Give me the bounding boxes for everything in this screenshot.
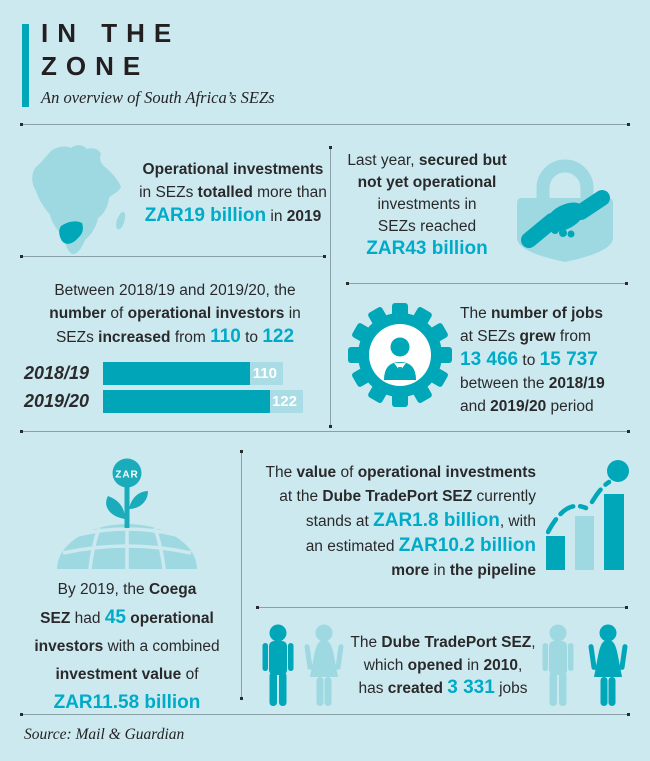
bar-year-label: 2018/19: [24, 363, 90, 383]
bar-fill: [103, 390, 270, 413]
dube-jobs-text: The Dube TradePort SEZ, which opened in 2010, has created 3 331 jobs: [350, 634, 536, 698]
padlock-handshake-icon: [505, 148, 625, 266]
investors-growth-text: Between 2018/19 and 2019/20, the number of operational investors in SEZs increased from 110 to 122: [49, 282, 301, 347]
bar-value: 110: [252, 365, 277, 382]
africa-map-icon: [20, 141, 132, 259]
divider: [22, 124, 628, 125]
coega-text: By 2019, the Coega SEZ had 45 operational investors with a combined investment value of ZAR11.58 billion: [34, 581, 220, 713]
jobs-growth-text: The number of jobs at SEZs grew from 13 466 to 15 737 between the 2018/19 and 2019/20 period: [460, 305, 605, 415]
dube-value-text: The value of operational investments at the Dube TradePort SEZ currently stands at ZAR1.8 billion, with an estimated ZAR10.2 billion more in the pipeline: [265, 464, 536, 579]
title-accent-bar: [22, 24, 29, 107]
gear-person-icon: [348, 303, 452, 407]
page-subtitle: An overview of South Africa’s SEZs: [41, 88, 275, 107]
bar-track: [103, 390, 303, 413]
growth-chart-icon: [546, 458, 634, 570]
source-credit: Source: Mail & Guardian: [24, 726, 185, 743]
divider: [348, 283, 626, 284]
secured-investments-text: Last year, secured but not yet operational investments in SEZs reached ZAR43 billion: [347, 152, 507, 259]
bar-track: [103, 362, 283, 385]
divider: [22, 431, 628, 432]
divider: [258, 607, 626, 608]
page-title-line1: IN THE: [41, 18, 181, 48]
globe-plant-zar-icon: [55, 456, 205, 570]
people-pair-left-icon: [258, 624, 344, 708]
bar-fill: [103, 362, 250, 385]
zar-circle-label: ZAR: [115, 469, 139, 481]
bar-value: 122: [271, 393, 297, 410]
people-pair-right-icon: [538, 624, 628, 708]
operational-investments-text: Operational investments in SEZs totalled more than ZAR19 billion in 2019: [139, 161, 327, 226]
bar-year-label: 2019/20: [24, 391, 90, 411]
page-title: [41, 17, 180, 83]
page-title-line2: ZONE: [41, 51, 150, 81]
divider-vertical: [241, 452, 242, 698]
